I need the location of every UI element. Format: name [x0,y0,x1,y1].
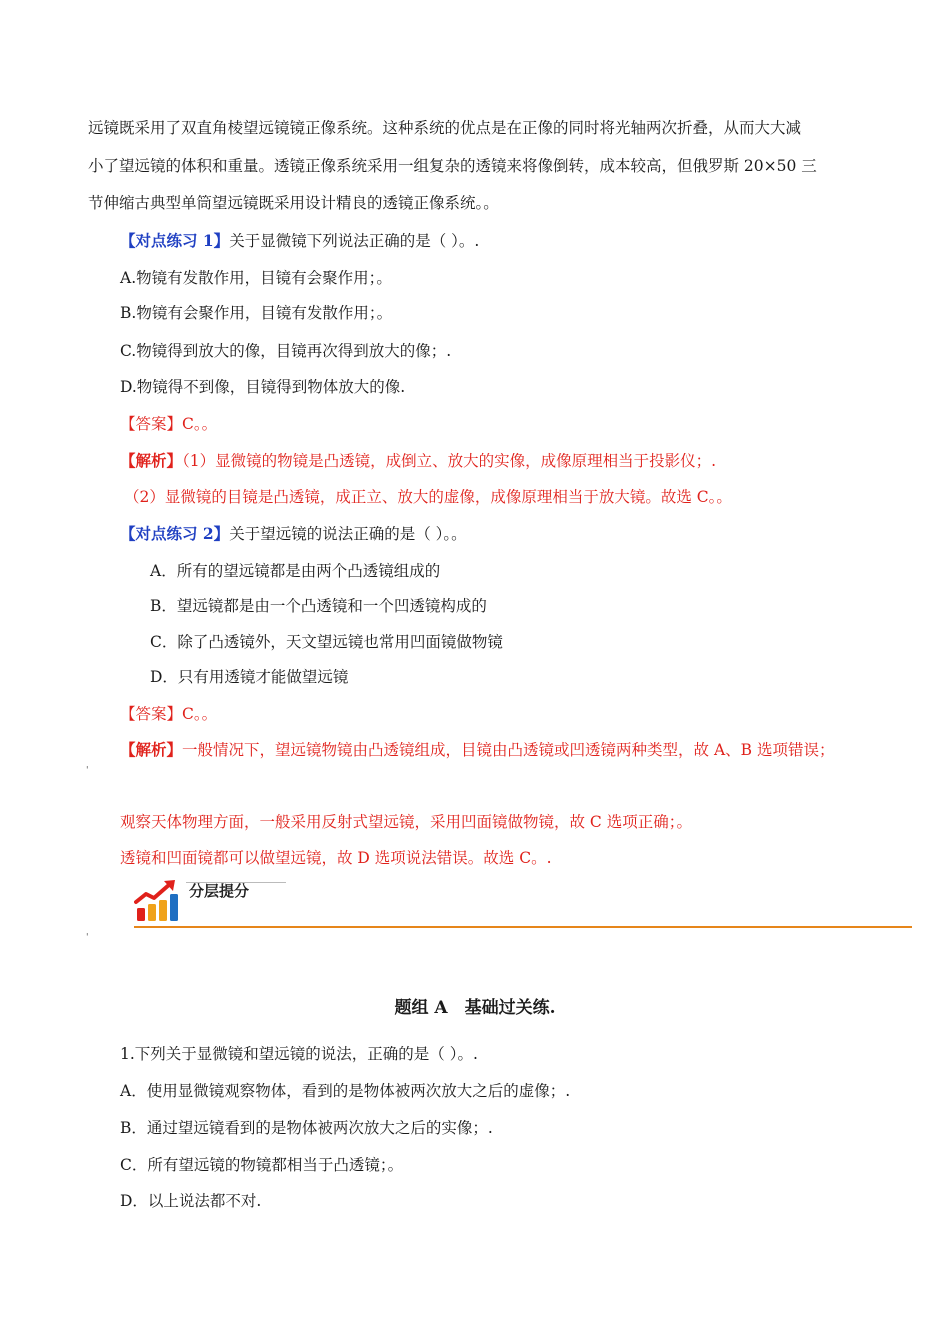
exercise1-analysis-text-1: （1）显微镜的物镜是凸透镜，成倒立、放大的实像，成像原理相当于投影仪；. [182,452,717,470]
exercise2-analysis-3: 透镜和凹面镜都可以做望远镜，故 D 选项说法错误。故选 C。. [120,849,552,867]
exercise1-option-d: D.物镜得不到像，目镜得到物体放大的像. [120,378,406,396]
exercise1-option-c: C.物镜得到放大的像，目镜再次得到放大的像；. [120,342,452,360]
exercise2-tag: 【对点练习 2】 [120,524,230,543]
exercise1-question-text: 关于显微镜下列说法正确的是（ ）。. [229,232,480,250]
exercise1-tag: 【对点练习 1】 [120,231,230,250]
exercise2-answer [120,703,217,725]
group-a-title: 题组 A 基础过关练. [394,998,556,1018]
exercise1-answer [120,413,217,435]
group-a-option-d: D．以上说法都不对. [120,1192,262,1210]
exercise1-analysis-tag: 【解析】 [120,451,183,470]
exercise2-analysis-2: 观察天体物理方面，一般采用反射式望远镜，采用凹面镜做物镜，故 C 选项正确；。 [120,813,692,831]
exercise2-option-a: A．所有的望远镜都是由两个凸透镜组成的 [150,562,441,580]
exercise1-option-b: B.物镜有会聚作用，目镜有发散作用；。 [120,304,393,322]
exercise1-answer-text: C。。 [182,415,218,433]
exercise2-answer-tag: 【答案】 [120,705,183,723]
exercise1-analysis-1 [120,450,716,472]
exercise2-analysis-text-1: 一般情况下，望远镜物镜由凸透镜组成，目镜由凸透镜或凹透镜两种类型，故 A、B 选项错误； [182,741,835,759]
exercise1-question [120,230,479,252]
paragraph-mark-2: ' [86,933,89,943]
section-header [134,876,912,928]
group-a-question-1: 1.下列关于显微镜和望远镜的说法，正确的是（ ）。. [120,1045,478,1063]
group-a-option-a: A．使用显微镜观察物体，看到的是物体被两次放大之后的虚像；. [120,1082,571,1100]
exercise1-option-a: A.物镜有发散作用，目镜有会聚作用；。 [120,269,392,287]
section-rule [134,926,912,928]
intro-line-2: 小了望远镜的体积和重量。透镜正像系统采用一组复杂的透镜来将像倒转，成本较高，但俄罗斯 20×50 三 [88,157,817,175]
group-a-option-c: C．所有望远镜的物镜都相当于凸透镜；。 [120,1156,404,1174]
exercise2-option-c: C．除了凸透镜外，天文望远镜也常用凹面镜做物镜 [150,633,503,651]
exercise2-question-text: 关于望远镜的说法正确的是（ ）。。 [229,525,467,543]
paragraph-mark-1: ' [86,766,89,776]
exercise2-option-d: D．只有用透镜才能做望远镜 [150,668,349,686]
exercise2-question [120,523,467,545]
exercise2-option-b: B．望远镜都是由一个凸透镜和一个凹透镜构成的 [150,597,487,615]
exercise2-answer-text: C。。 [182,705,218,723]
exercise1-analysis-2: （2）显微镜的目镜是凸透镜，成正立、放大的虚像，成像原理相当于放大镜。故选 C。。 [124,488,732,506]
exercise1-answer-tag: 【答案】 [120,415,183,433]
intro-line-3: 节伸缩古典型单筒望远镜既采用设计精良的透镜正像系统。。 [88,194,499,212]
section-title: 分层提分 [189,882,250,900]
exercise2-analysis-1 [120,739,834,761]
group-a-option-b: B．通过望远镜看到的是物体被两次放大之后的实像；. [120,1119,493,1137]
bar-chart-growth-icon [134,878,180,924]
intro-line-1: 远镜既采用了双直角棱望远镜镜正像系统。这种系统的优点是在正像的同时将光轴两次折叠，从而大大减 [88,119,802,137]
exercise2-analysis-tag: 【解析】 [120,740,183,759]
